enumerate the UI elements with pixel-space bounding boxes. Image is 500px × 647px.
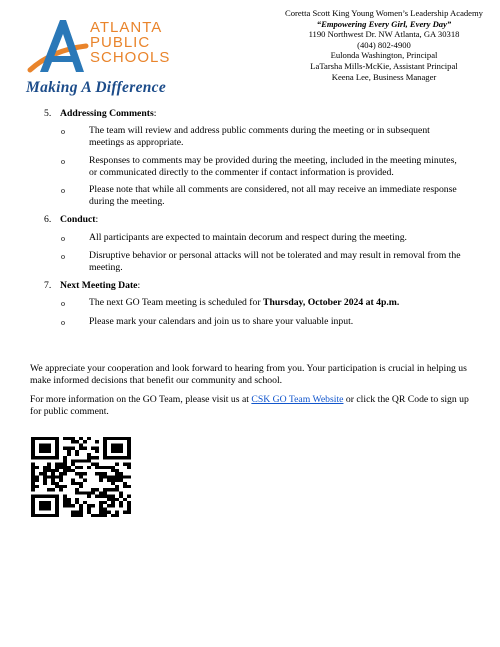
aps-logo [26, 14, 196, 110]
bullet-marker: o [61, 156, 65, 166]
qr-code-icon[interactable] [31, 437, 131, 517]
business-manager: Keena Lee, Business Manager [331, 71, 437, 82]
bullet-marker: o [61, 251, 65, 261]
go-team-website-link[interactable]: CSK GO Team Website [251, 394, 344, 405]
list-item: o The next GO Team meeting is scheduled for Thursday, October 2024 at 4p.m. [44, 297, 466, 310]
list-item: o The team will review and address public comments during the meeting or in subsequent meetings as appropriate. [61, 125, 430, 149]
school-motto: “Empowering Every Girl, Every Day” [316, 18, 452, 29]
section-number: 5. [44, 108, 52, 119]
assistant-principal: LaTarsha Mills-McKie, Assistant Principal [310, 60, 458, 71]
list-item: o Please note that while all comments are considered, not all may receive an immediate response during the meeting. [61, 184, 457, 208]
section-title: Addressing Comments [60, 108, 154, 119]
school-name: Coretta Scott King Young Women’s Leadership Academy [285, 8, 483, 18]
bullet-marker: o [61, 233, 65, 243]
section-number: 7. [44, 280, 52, 292]
logo-wordmark: ATLANTA PUBLIC SCHOOLS [90, 19, 171, 66]
school-phone: (404) 802-4900 [357, 39, 411, 50]
bullet-marker: o [61, 317, 65, 327]
list-item: o Responses to comments may be provided during the meeting, included in the meeting minutes, or communicated directly to the commenter if contact information is provided. [61, 154, 457, 178]
section-title: Next Meeting Date [60, 280, 138, 292]
meeting-date: Thursday, October 2024 at 4p.m. [263, 297, 400, 309]
section-addressing-comments: 5. Addressing Comments: o The team will review and address public comments during the meeting or in subsequent meetings as appropriate. o Responses to comments may be provided during the meeting, included in the meeting minutes, or communicated directly to the commenter if contact information is provided. o Please note that while all comments are considered, not all may receive an immediate response during the meeting. [44, 108, 466, 208]
atlanta-public-schools-logo-icon [26, 16, 90, 76]
bullet-marker: o [61, 127, 65, 137]
section-conduct: 6. Conduct: o All participants are expected to maintain decorum and respect during the meeting. o Disruptive behavior or personal attacks will not be tolerated and may result in removal from the meeting. [44, 214, 466, 274]
list-item: o All participants are expected to maintain decorum and respect during the meeting. [44, 232, 466, 245]
agenda-content [44, 108, 466, 335]
section-next-meeting: 7. Next Meeting Date: o The next GO Team meeting is scheduled for Thursday, October 2024 at 4p.m. o Please mark your calendars and join us to share your valuable input. [44, 280, 466, 329]
section-number: 6. [44, 214, 52, 226]
school-address: 1190 Northwest Dr. NW Atlanta, GA 30318 [308, 29, 460, 40]
list-item: o Please mark your calendars and join us to share your valuable input. [44, 316, 466, 329]
logo-tagline: Making A Difference [26, 79, 167, 96]
info-paragraph: For more information on the GO Team, please visit us at CSK GO Team Website or click the QR Code to sign up for public comment. [30, 394, 469, 418]
list-item: o Disruptive behavior or personal attacks will not be tolerated and may result in removal from the meeting. [61, 249, 461, 274]
bullet-marker: o [61, 299, 65, 309]
closing-paragraph: We appreciate your cooperation and look forward to hearing from you. Your participation is crucial in helping us make informed decisions that benefit our community and school. [30, 363, 467, 387]
section-title: Conduct [60, 214, 96, 226]
school-info [284, 8, 484, 82]
principal: Eulonda Washington, Principal [330, 50, 438, 61]
bullet-marker: o [61, 186, 65, 196]
